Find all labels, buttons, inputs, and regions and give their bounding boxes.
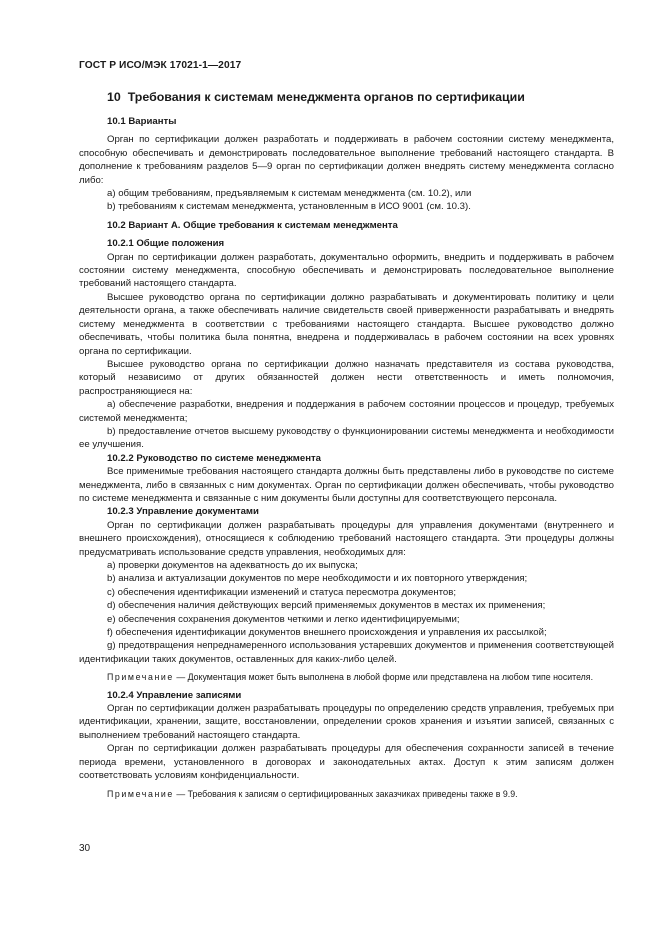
section-10-2-1-heading: 10.2.1 Общие положения	[107, 238, 225, 250]
note	[79, 671, 614, 683]
section-title: Требования к системам менеджмента органов по сертификации	[127, 90, 525, 104]
paragraph: Орган по сертификации должен разработать, документально оформить, внедрить и поддерживать в рабочем состоянии систему менеджмента, способную обеспечивать и демонстрировать последовательное выполнение требований настоящего стандарта.	[79, 251, 614, 290]
section-number: 10	[107, 90, 121, 104]
list-item: c) обеспечения идентификации изменений и статуса пересмотра документов;	[107, 586, 457, 598]
list-item: а) проверки документов на адекватность до их выпуска;	[107, 560, 358, 571]
paragraph: Высшее руководство органа по сертификации должно назначать представителя из состава руководства, который независимо от других обязанностей должен нести ответственность и иметь полномочия, распространяющиеся на:	[79, 358, 614, 397]
list-item: g) предотвращения непреднамеренного использования устаревших документов и применения соответствующей идентификации таких документов, оставленных для каких-либо целей.	[79, 640, 614, 665]
paragraph: Высшее руководство органа по сертификации должно разрабатывать и документировать политику и цели деятельности органа, а также обеспечивать наличие свидетельств своей приверженности разрабатывать и внедрять систему менеджмента в соответствии с требованиями настоящего стандарта. Высшее руководство должно обеспечивать, чтобы политика была понятна, внедрена и поддерживалась в рабочем состоянии на всех уровнях органа по сертификации.	[79, 291, 614, 357]
section-10-1-heading: 10.1 Варианты	[107, 116, 177, 127]
paragraph: Орган по сертификации должен разрабатывать процедуры для обеспечения сохранности записей в течение периода времени, установленного в договорах и законодательных актах. Доступ к этим записям должен соответствовать условиям конфиденциальности.	[79, 743, 614, 782]
list-item: e) обеспечения сохранения документов четкими и легко идентифицируемыми;	[107, 613, 460, 625]
section-10-heading	[107, 89, 614, 105]
note-text: — Документация может быть выполнена в любой форме или представлена на любом типе носителя.	[173, 672, 594, 683]
paragraph: Орган по сертификации должен разрабатывать процедуры для управления документами (внутреннего и внешнего происхождения), относящиеся к соблюдению требований настоящего стандарта. Эти процедуры должны предусматривать использование средств управления, необходимых для:	[79, 519, 614, 558]
note-text: — Требования к записям о сертифицированных заказчиках приведены также в 9.9.	[173, 788, 518, 799]
section-10-2-3-heading: 10.2.3 Управление документами	[107, 506, 259, 518]
paragraph: Орган по сертификации должен разработать и поддерживать в рабочем состоянии систему менеджмента, способную обеспечивать и демонстрировать последовательное выполнение требований настоящего стандарта. В дополнение к требованиям разделов 5—9 орган по сертификации должен внедрять систему менеджмента согласно либо:	[79, 134, 614, 186]
paragraph: Все применимые требования настоящего стандарта должны быть представлены либо в руководстве по системе менеджмента, либо в связанных с ним документах. Орган по сертификации должен обеспечивать, чтобы руководство по системе менеджмента и связанные с ним документы были доступны для соответствующего персонала.	[79, 466, 614, 504]
list-item: b) анализа и актуализации документов по мере необходимости и их повторного утверждения;	[107, 573, 528, 585]
list-item: b) предоставление отчетов высшему руководству о функционировании системы менеджмента и необходимости ее улучшения.	[79, 425, 614, 451]
section-10-2-2-heading: 10.2.2 Руководство по системе менеджмента	[107, 452, 322, 464]
list-item: f) обеспечения идентификации документов внешнего происхождения и управления их рассылкой;	[107, 627, 547, 639]
section-10-2-4-heading: 10.2.4 Управление записями	[107, 689, 242, 701]
list-item: b) требованиям к системам менеджмента, установленным в ИСО 9001 (см. 10.3).	[107, 201, 471, 213]
list-item: а) общим требованиям, предъявляемым к системам менеджмента (см. 10.2), или	[107, 188, 472, 200]
page-content	[79, 89, 614, 800]
note	[79, 788, 614, 800]
note-label: Примечание	[107, 672, 174, 683]
note-label: Примечание	[107, 788, 174, 799]
list-item: d) обеспечения наличия действующих версий применяемых документов в местах их применения;	[107, 600, 546, 612]
section-10-2-heading: 10.2 Вариант А. Общие требования к системам менеджмента	[107, 219, 398, 231]
list-item: а) обеспечение разработки, внедрения и поддержания в рабочем состоянии процессов и процедур, требуемых системой менеджмента;	[79, 399, 614, 424]
document-header: ГОСТ Р ИСО/МЭК 17021-1—2017	[79, 60, 242, 71]
paragraph: Орган по сертификации должен разрабатывать процедуры по определению средств управления, требуемых при идентификации, хранении, защите, восстановлении, определении сроков хранения и изъятии записей, связанных с выполнением требований настоящего стандарта.	[79, 703, 614, 741]
page-number: 30	[79, 843, 91, 854]
